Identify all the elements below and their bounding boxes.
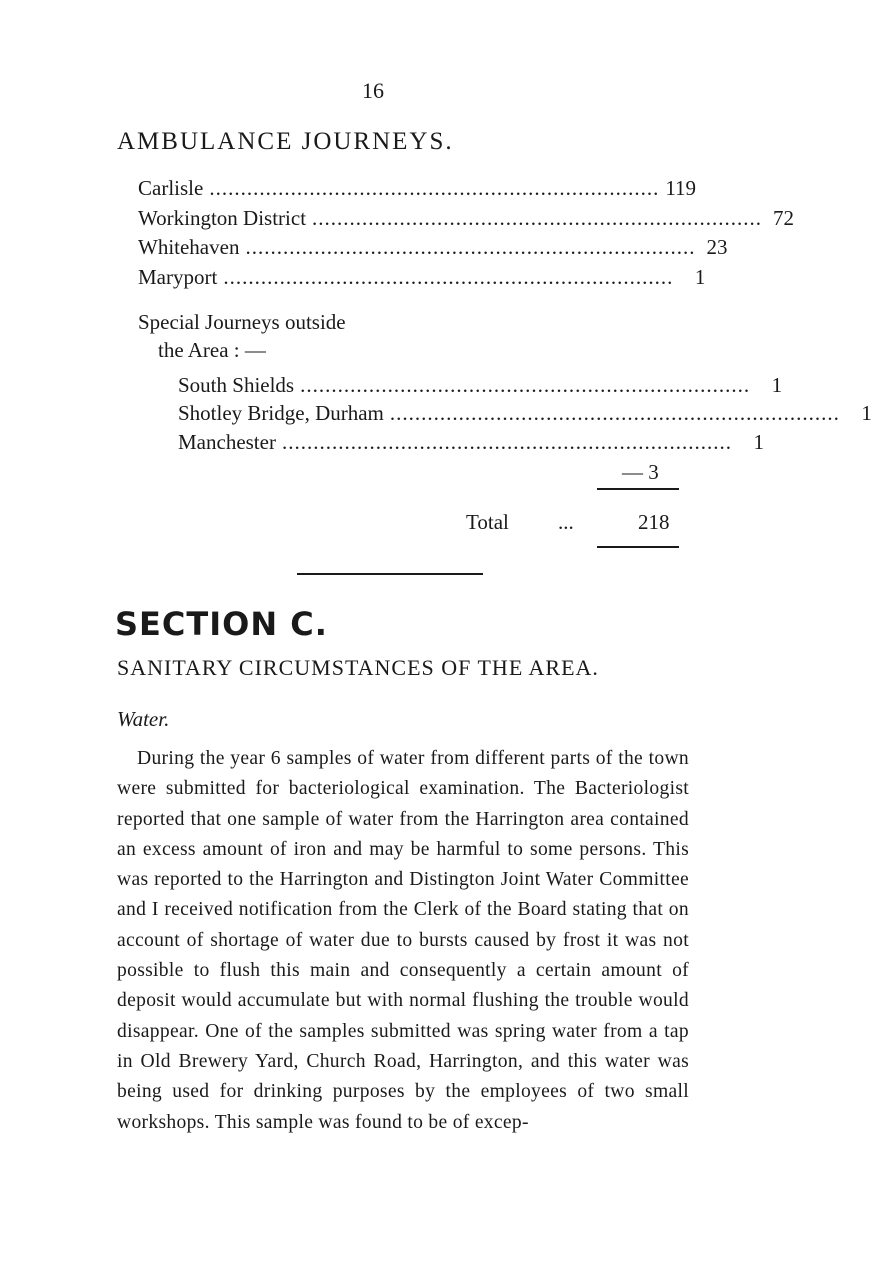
row-label: Maryport — [138, 265, 218, 289]
leader-dots: ........................................................................ — [300, 373, 751, 397]
ambulance-row — [138, 235, 728, 260]
leader-dots: ........................................................................ — [223, 265, 674, 289]
total-label: Total — [466, 510, 509, 534]
row-label: Manchester — [178, 430, 276, 454]
water-paragraph: During the year 6 samples of water from different parts of the town were submitted for bacteriological examination. The Bacteriologist reported that one sample of water from the Harrington area contained an excess amount of iron and may be harmful to some persons. This was reported to the Harrington and Distington Joint Water Committee and I received notification from the Clerk of the Board stating that on account of shortage of water due to bursts caused by frost it was not possible to flush this main and consequently a certain amount of deposit would accumulate but with normal flushing the trouble would disappear. One of the samples submitted was spring water from a tap in Old Brewery Yard, Church Road, Harrington, and this water was being used for drinking purposes by the employees of two small workshops. This sample was found to be of excep- — [117, 748, 689, 1133]
row-value: 72 — [773, 206, 795, 230]
ambulance-row — [138, 176, 697, 201]
section-divider — [297, 573, 483, 575]
row-label: Carlisle — [138, 176, 204, 200]
section-subheading: SANITARY CIRCUMSTANCES OF THE AREA. — [117, 655, 599, 680]
row-label: Whitehaven — [138, 235, 240, 259]
special-row — [178, 373, 783, 398]
leader-dots: ........................................................................ — [389, 401, 840, 425]
leader-dots: ........................................................................ — [281, 430, 732, 454]
section-heading: SECTION C. — [115, 605, 328, 643]
ambulance-row — [138, 265, 706, 290]
leader-dots: ........................................................................ — [245, 235, 696, 259]
page-number: 16 — [362, 78, 384, 103]
water-heading: Water. — [117, 707, 170, 731]
total-dots: ... — [558, 510, 574, 534]
special-journeys-heading-cont: the Area : — — [158, 338, 266, 362]
row-value: 1 — [753, 430, 764, 454]
row-label: Shotley Bridge, Durham — [178, 401, 384, 425]
special-row — [178, 430, 764, 455]
subtotal-rule — [597, 488, 679, 490]
special-row — [178, 401, 872, 426]
row-value: 1 — [861, 401, 872, 425]
ambulance-row — [138, 206, 795, 231]
row-value: 1 — [771, 373, 783, 397]
row-label: South Shields — [178, 373, 295, 397]
leader-dots: ........................................................................ — [209, 176, 660, 200]
row-label: Workington District — [138, 206, 307, 230]
row-value: 23 — [706, 235, 728, 259]
total-rule — [597, 546, 679, 548]
row-value: 119 — [665, 176, 697, 200]
row-value: 1 — [694, 265, 706, 289]
total-value: 218 — [638, 510, 670, 534]
special-journeys-heading: Special Journeys outside — [138, 310, 346, 334]
special-subtotal: — 3 — [622, 460, 659, 484]
ambulance-title: AMBULANCE JOURNEYS. — [117, 128, 454, 155]
leader-dots: ........................................................................ — [312, 206, 763, 230]
